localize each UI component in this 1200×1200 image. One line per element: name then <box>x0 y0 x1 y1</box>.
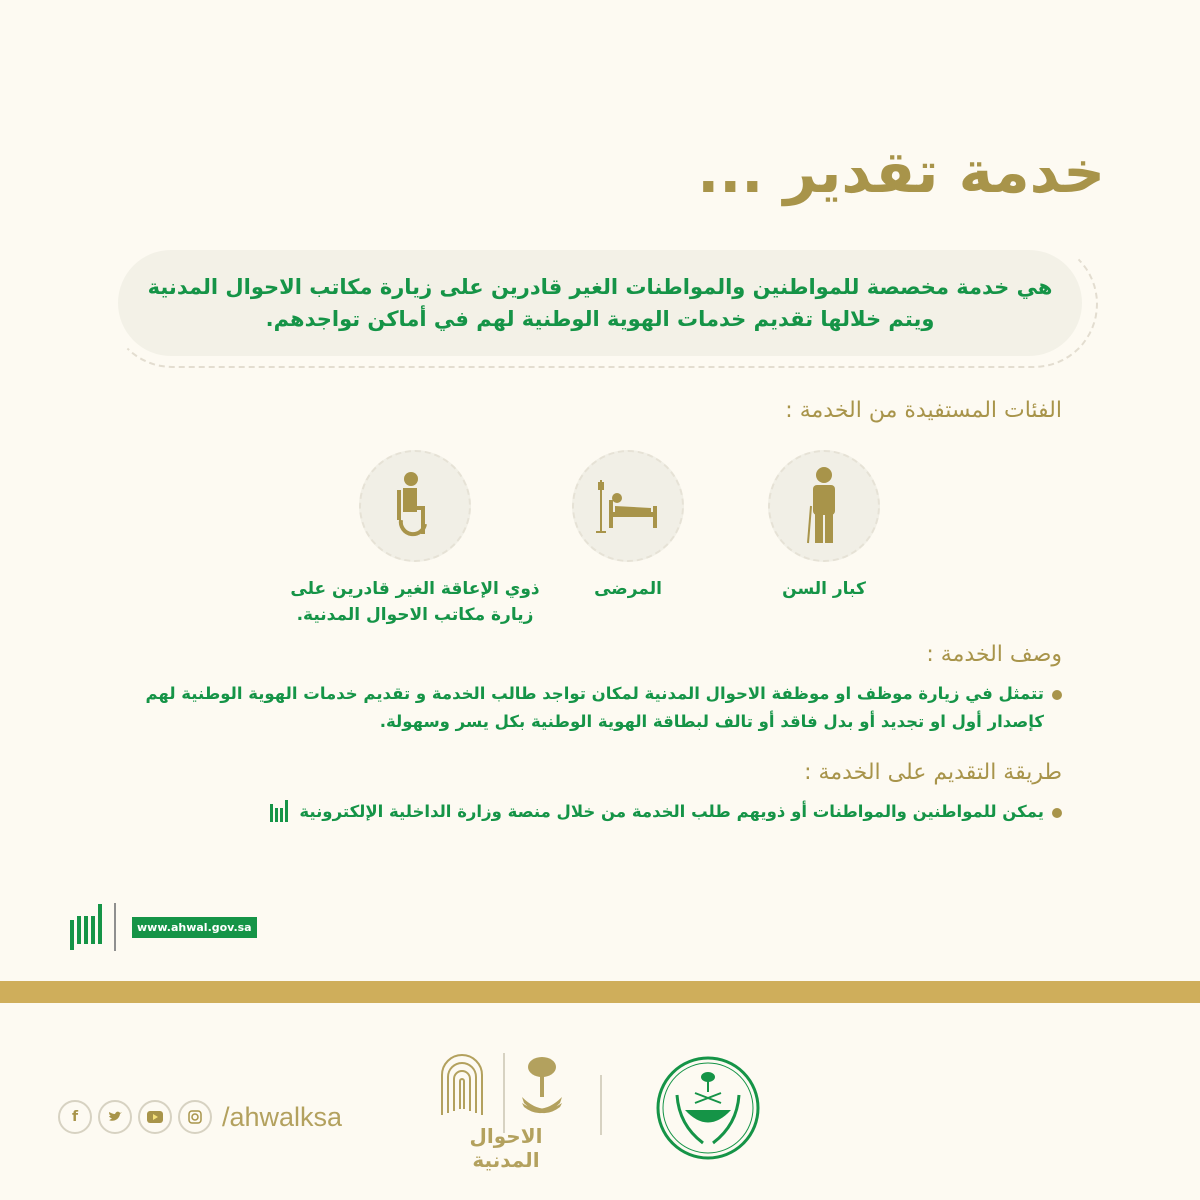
patients-circle <box>572 450 684 562</box>
social-handle[interactable]: /ahwalksa <box>222 1101 343 1132</box>
elderly-circle <box>768 450 880 562</box>
apply-bullet <box>269 798 1062 826</box>
category-patients <box>572 450 684 602</box>
hospital-bed-icon <box>595 476 661 536</box>
absher-logo-icon <box>269 798 291 824</box>
description-bullet <box>145 680 1062 736</box>
absher-logo-icon <box>68 902 104 952</box>
bullet-dot <box>1052 808 1062 818</box>
page-title: خدمة تقدير ... <box>697 138 1105 206</box>
ministry-of-interior-emblem <box>655 1055 761 1161</box>
disability-circle <box>359 450 471 562</box>
category-label: المرضى <box>594 579 662 599</box>
bullet-dot <box>1052 690 1062 700</box>
description-text <box>145 680 1044 736</box>
intro-box <box>118 250 1082 356</box>
elderly-person-icon <box>804 466 844 546</box>
youtube-icon[interactable] <box>138 1100 172 1134</box>
category-label-line-1: ذوي الإعاقة الغير قادرين على <box>290 579 540 599</box>
website-block <box>68 902 257 952</box>
apply-text: يمكن للمواطنين والمواطنات أو ذويهم طلب الخدمة من خلال منصة وزارة الداخلية الإلكترونية <box>299 802 1044 821</box>
category-elderly <box>768 450 880 602</box>
vertical-divider <box>600 1075 602 1135</box>
facebook-icon[interactable]: f <box>58 1100 92 1134</box>
twitter-icon[interactable] <box>98 1100 132 1134</box>
category-label: كبار السن <box>782 579 866 599</box>
intro-line-2: ويتم خلالها تقديم خدمات الهوية الوطنية لهم في أماكن تواجدهم. <box>265 307 935 331</box>
category-label-line-2: زيارة مكاتب الاحوال المدنية. <box>296 605 534 625</box>
social-links <box>58 1100 342 1134</box>
description-line-2: كإصدار أول او تجديد أو بدل فاقد أو تالف لبطاقة الهوية الوطنية بكل يسر وسهولة. <box>379 712 1044 731</box>
category-label <box>290 576 539 628</box>
ahwal-logo-text: الاحوال المدنية <box>469 1124 543 1172</box>
beneficiary-categories <box>280 450 930 640</box>
apply-heading: طريقة التقديم على الخدمة : <box>804 760 1062 785</box>
gold-divider-band <box>0 981 1200 1003</box>
vertical-divider <box>114 903 116 951</box>
category-disability <box>290 450 540 628</box>
intro-line-1: هي خدمة مخصصة للمواطنين والمواطنات الغير قادرين على زيارة مكاتب الاحوال المدنية <box>147 275 1053 299</box>
instagram-icon[interactable] <box>178 1100 212 1134</box>
description-line-1: تتمثل في زيارة موظف او موظفة الاحوال المدنية لمكان تواجد طالب الخدمة و تقديم خدمات الهوية الوطنية لهم <box>145 684 1044 703</box>
beneficiaries-heading: الفئات المستفيدة من الخدمة : <box>785 398 1062 423</box>
website-link[interactable]: www.ahwal.gov.sa <box>132 917 257 938</box>
wheelchair-icon <box>393 470 437 542</box>
description-heading: وصف الخدمة : <box>926 642 1062 667</box>
